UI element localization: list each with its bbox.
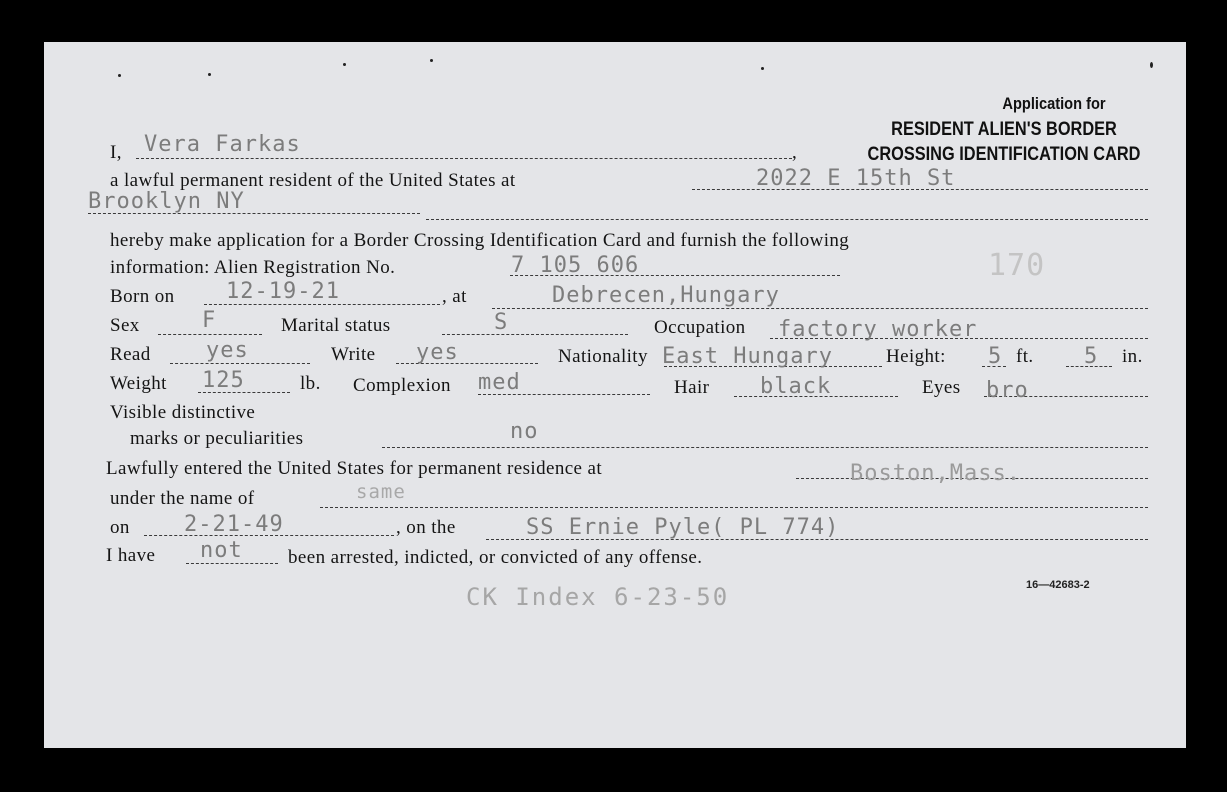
name-line xyxy=(136,158,792,159)
marital-status-line xyxy=(442,334,628,335)
nationality-value: East Hungary xyxy=(662,344,833,369)
eyes-value: bro xyxy=(986,378,1029,403)
entry-date-value: 2-21-49 xyxy=(184,512,284,537)
header-line-2: RESIDENT ALIEN'S BORDER xyxy=(891,119,1117,140)
weight-value: 125 xyxy=(202,368,245,393)
speck-mark xyxy=(118,74,121,77)
port-of-entry-value: Boston,Mass. xyxy=(850,461,1021,486)
entry-name-value: same xyxy=(356,481,406,503)
eyes-label: Eyes xyxy=(922,377,961,398)
speck-mark xyxy=(343,63,346,66)
complexion-value: med xyxy=(478,370,521,395)
birth-place-line xyxy=(492,308,1148,309)
speck-mark xyxy=(761,67,764,70)
index-stamp: CK Index 6-23-50 xyxy=(466,583,730,611)
weight-label: Weight xyxy=(110,373,167,394)
height-in-label: in. xyxy=(1122,346,1143,367)
sex-line xyxy=(158,334,262,335)
on-label: on xyxy=(110,517,130,538)
offense-label: been arrested, indicted, or convicted of any offense. xyxy=(288,547,703,568)
marital-status-label: Marital status xyxy=(281,315,391,336)
height-label: Height: xyxy=(886,346,946,367)
birth-date-value: 12-19-21 xyxy=(226,279,340,304)
vessel-label: , on the xyxy=(396,517,456,538)
form-number: 16—42683-2 xyxy=(1026,579,1090,591)
hair-label: Hair xyxy=(674,377,710,398)
height-ft-value: 5 xyxy=(988,344,1003,369)
read-label: Read xyxy=(110,344,151,365)
speck-mark xyxy=(1150,62,1153,68)
registration-label: information: Alien Registration No. xyxy=(110,257,396,278)
entry-name-line xyxy=(320,507,1148,508)
birth-date-line xyxy=(204,304,440,305)
entered-label: Lawfully entered the United States for permanent residence at xyxy=(106,458,603,479)
marks-line xyxy=(382,447,1148,448)
under-name-label: under the name of xyxy=(110,488,255,509)
complexion-label: Complexion xyxy=(353,375,451,396)
occupation-value: factory worker xyxy=(778,317,978,342)
visible-marks-label: Visible distinctive xyxy=(110,402,256,423)
read-line xyxy=(170,363,310,364)
occupation-label: Occupation xyxy=(654,317,746,338)
weight-unit-label: lb. xyxy=(300,373,321,394)
header-line-3: CROSSING IDENTIFICATION CARD xyxy=(867,144,1141,165)
registration-value: 7 105 606 xyxy=(511,253,640,278)
marital-status-value: S xyxy=(494,310,509,335)
write-label: Write xyxy=(331,344,376,365)
margin-mark: 170 xyxy=(988,248,1046,283)
marks-value: no xyxy=(510,419,539,444)
nationality-label: Nationality xyxy=(558,346,648,367)
arrested-line xyxy=(186,563,278,564)
vessel-value: SS Ernie Pyle( PL 774) xyxy=(526,515,840,540)
address-line-2-value: Brooklyn NY xyxy=(88,189,245,214)
address-line-2-line-right xyxy=(426,219,1148,220)
lawful-resident-label: a lawful permanent resident of the United States at xyxy=(110,170,516,191)
arrested-value: not xyxy=(200,538,243,563)
birth-place-value: Debrecen,Hungary xyxy=(552,283,780,308)
write-value: yes xyxy=(416,340,459,365)
hair-value: black xyxy=(760,374,832,399)
height-ft-label: ft. xyxy=(1016,346,1034,367)
born-on-label: Born on xyxy=(110,286,175,307)
i-label: I, xyxy=(110,142,122,163)
name-value: Vera Farkas xyxy=(144,132,301,157)
speck-mark xyxy=(208,73,211,76)
speck-mark xyxy=(430,59,433,62)
hereby-label: hereby make application for a Border Crossing Identification Card and furnish the following xyxy=(110,230,850,251)
sex-label: Sex xyxy=(110,315,140,336)
address-line-1-value: 2022 E 15th St xyxy=(756,166,956,191)
birth-place-label: , at xyxy=(442,286,467,307)
name-comma: , xyxy=(792,142,798,163)
read-value: yes xyxy=(206,338,249,363)
height-in-value: 5 xyxy=(1084,344,1099,369)
address-line-2-line xyxy=(88,213,420,214)
marks-peculiarities-label: marks or peculiarities xyxy=(130,428,304,449)
header-line-1: Application for xyxy=(1002,94,1106,113)
i-have-label: I have xyxy=(106,545,156,566)
application-card xyxy=(44,42,1186,748)
sex-value: F xyxy=(202,308,217,333)
